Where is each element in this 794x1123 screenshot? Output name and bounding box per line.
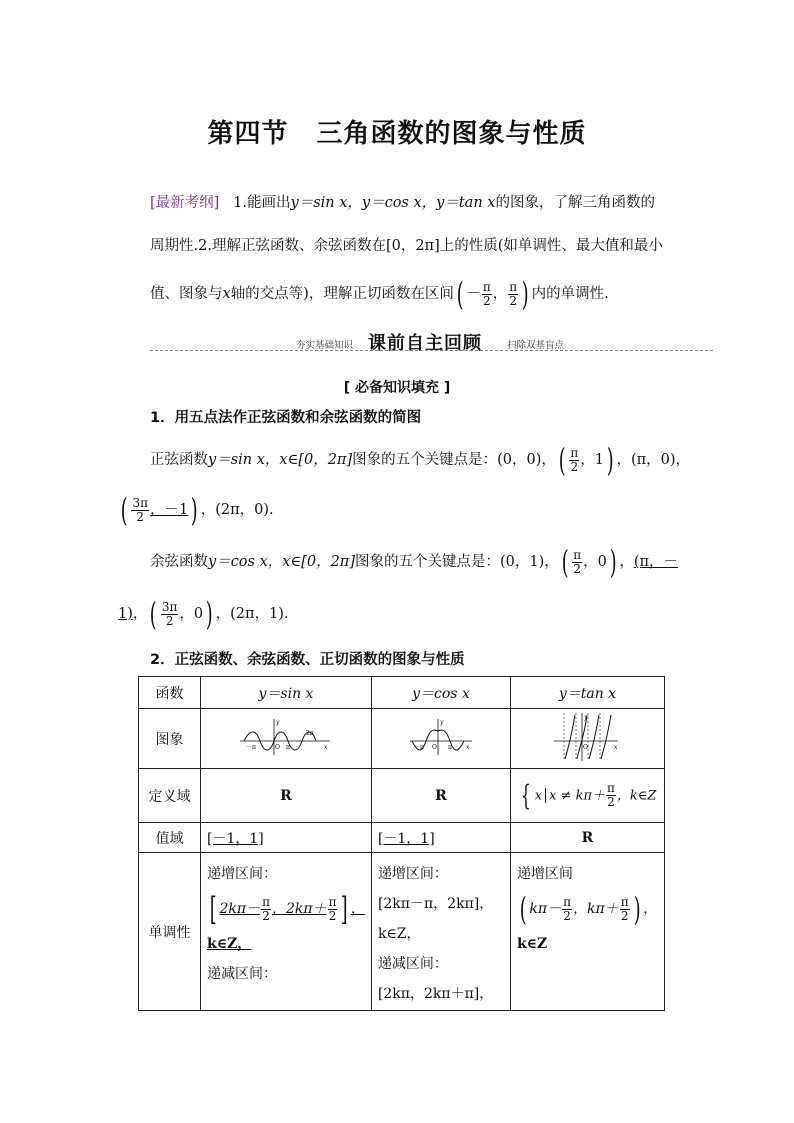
row-label-graph: 图象 [139, 709, 201, 769]
header-tan: y＝tan x [510, 677, 664, 709]
tan-label-origin: O [583, 743, 589, 751]
syllabus-line-3: 值、图象与x轴的交点等)，理解正切函数在区间( － $\frac{\pi}{2}$ ， $\frac{\pi}{2}$ ) 内的单调性. [150, 275, 609, 313]
section-2-heading: 2．正弦函数、余弦函数、正切函数的图象与性质 [150, 652, 465, 668]
syllabus-line-2: 周期性.2.理解正弦函数、余弦函数在[0，2π]上的性质(如单调性、最大值和最小 [150, 238, 663, 254]
sin-label-neg-pi: －π [245, 743, 256, 751]
sin-label-y: y [275, 718, 280, 726]
table-row-domain [139, 769, 665, 823]
table-row-graph [139, 709, 665, 769]
table-header-row [139, 677, 665, 709]
banner-right: 扫除双基盲点 [507, 340, 565, 351]
table-row-range [139, 823, 665, 853]
section-1-heading: 1．用五点法作正弦函数和余弦函数的简图 [150, 410, 422, 426]
sin-label-origin: O [274, 743, 280, 751]
syllabus-line-1: [最新考纲] 1.能画出y＝sin x，y＝cos x，y＝tan x的图象，了解三角函数的 [150, 195, 655, 211]
subsection-title: [ 必备知识填充 ] [343, 380, 451, 396]
mono-tan: 递增区间 ( kπ－ $\frac{\pi}{2}$ ，kπ＋ $\frac{\pi}{2}$ ) ， k∈Z [510, 853, 664, 1011]
range-sin: [－1，1] [201, 823, 372, 853]
banner-left: 夯实基础知识 [296, 340, 354, 351]
tan-graph-svg [552, 711, 622, 763]
sin-label-2pi: 2π [305, 729, 314, 737]
sin-keypoints-line-2: ( $\frac{3\pi}{2}$ ，－1) ，(2π，0). [120, 491, 274, 529]
row-label-monotonic: 单调性 [139, 853, 201, 1011]
sin-graph-svg [236, 715, 336, 759]
range-tan: R [510, 823, 664, 853]
header-function: 函数 [139, 677, 201, 709]
section-title: 三角函数的图象与性质 [316, 119, 587, 149]
header-cos: y＝cos x [371, 677, 510, 709]
section-number: 第四节 [207, 119, 289, 149]
domain-sin: R [201, 769, 372, 823]
properties-table [138, 676, 665, 1011]
tan-graph [510, 709, 664, 769]
header-sin: y＝sin x [201, 677, 372, 709]
row-label-domain: 定义域 [139, 769, 201, 823]
cos-graph-svg [406, 715, 476, 759]
cos-label-x: x [465, 743, 470, 751]
cos-graph [371, 709, 510, 769]
domain-cos: R [371, 769, 510, 823]
table-row-monotonic [139, 853, 665, 1011]
range-cos: [－1，1] [371, 823, 510, 853]
banner-divider [150, 350, 713, 351]
mono-sin: 递增区间： [ 2kπ－ $\frac{\pi}{2}$ ，2kπ＋ $\frac{\pi}{2}$ ] ， k∈Z， 递减区间： [201, 853, 372, 1011]
sin-keypoints-line-1: 正弦函数y＝sin x，x∈[0，2π]图象的五个关键点是：(0，0)，( $\frac{\pi}{2}$ ，1) ，(π，0)， [150, 441, 691, 479]
cos-keypoints-line-1: 余弦函数y＝cos x，x∈[0，2π]图象的五个关键点是：(0，1)，( $\frac{\pi}{2}$ ，0) ，(π，－ [150, 543, 679, 581]
section-banner [150, 330, 713, 352]
fraction-pi-over-2: $\frac{\pi}{2}$ [482, 279, 491, 308]
sin-label-pi: π [285, 743, 290, 751]
tan-label-x: x [614, 743, 618, 751]
cos-label-origin: O [431, 743, 437, 751]
banner-main: 课前自主回顾 [368, 333, 482, 354]
cos-label-pi: π [447, 743, 452, 751]
mono-cos: 递增区间： [2kπ－π，2kπ]， k∈Z， 递减区间： [2kπ，2kπ＋π]， [371, 853, 510, 1011]
cos-label-y: y [439, 718, 444, 726]
syllabus-tag: [最新考纲] [150, 195, 220, 211]
fraction-pi-over-2: $\frac{\pi}{2}$ [509, 279, 518, 308]
cos-keypoints-line-2: 1)，( $\frac{3\pi}{2}$ ，0) ，(2π，1). [118, 595, 289, 633]
cos-label-neg-pi: －π [413, 743, 424, 751]
page-title [0, 113, 794, 150]
tan-label-y: y [584, 713, 588, 721]
sin-graph [201, 709, 372, 769]
sin-label-x: x [323, 743, 328, 751]
domain-tan: { x x ≠ kπ＋ $\frac{\pi}{2}$ ，k∈Z [510, 769, 664, 823]
row-label-range: 值域 [139, 823, 201, 853]
